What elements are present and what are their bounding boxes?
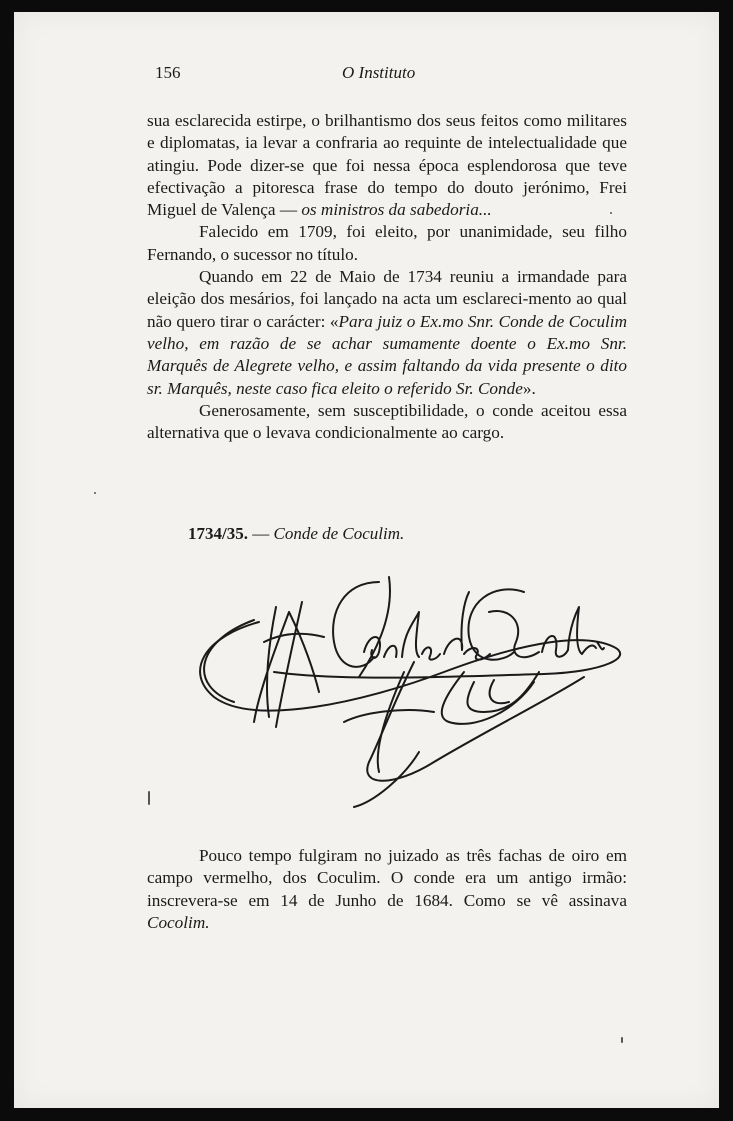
- closing-paragraph-text: Pouco tempo fulgiram no juizado as três fachas de oiro em campo vermelho, dos Coculim. O conde era um antigo irmão: inscrevera-se em 14 de Junho de 1684. Como se vê assinava: [147, 846, 627, 910]
- section-year: 1734/35.: [188, 524, 248, 543]
- section-heading: [188, 524, 404, 544]
- closing-paragraph: [147, 845, 627, 934]
- section-name: Conde de Coculim.: [273, 524, 405, 543]
- paragraph-3-quote: Para juiz o Ex.mo Snr. Conde de Coculim velho, em razão de se achar sumamente doente o Ex.mo Snr. Marquês de Alegrete velho, e assim faltando da vida presente o dito sr. Marquês, neste caso fica eleito o referido Sr. Conde: [147, 311, 627, 398]
- paragraph-3-end: ».: [522, 378, 536, 398]
- page: [14, 12, 719, 1108]
- paragraph-1: [147, 110, 627, 221]
- section-dash: —: [247, 524, 274, 543]
- closing-paragraph-italic: Cocolim.: [147, 912, 210, 932]
- paragraph-3: [147, 266, 627, 400]
- paragraph-1-text: sua esclarecida estirpe, o brilhantismo dos seus feitos como militares e diplomatas, ia levar a confraria ao requinte de intelectualidade que atingiu. Pode dizer-se que foi nessa época esplendorosa que teve efectivação a pitoresca frase do tempo do douto jerónimo, Frei Miguel de Valença —: [147, 111, 627, 220]
- paragraph-2: Falecido em 1709, foi eleito, por unanimidade, seu filho Fernando, o sucessor no título.: [147, 222, 627, 264]
- page-number: 156: [155, 63, 181, 82]
- running-title: O Instituto: [342, 63, 416, 82]
- paragraph-3-text: Quando em 22 de Maio de 1734 reuniu a irmandade para eleição dos mesários, foi lançado na acta um esclareci-mento ao qual não quero tirar o carácter: «: [147, 267, 627, 331]
- paragraph-4: Generosamente, sem susceptibilidade, o conde aceitou essa alternativa que o levava condicionalmente ao cargo.: [147, 400, 627, 443]
- body-text: [147, 110, 627, 444]
- signature-image: [164, 562, 624, 822]
- paragraph-1-italic: os ministros da sabedoria...: [301, 200, 492, 220]
- closing-text: [147, 845, 627, 934]
